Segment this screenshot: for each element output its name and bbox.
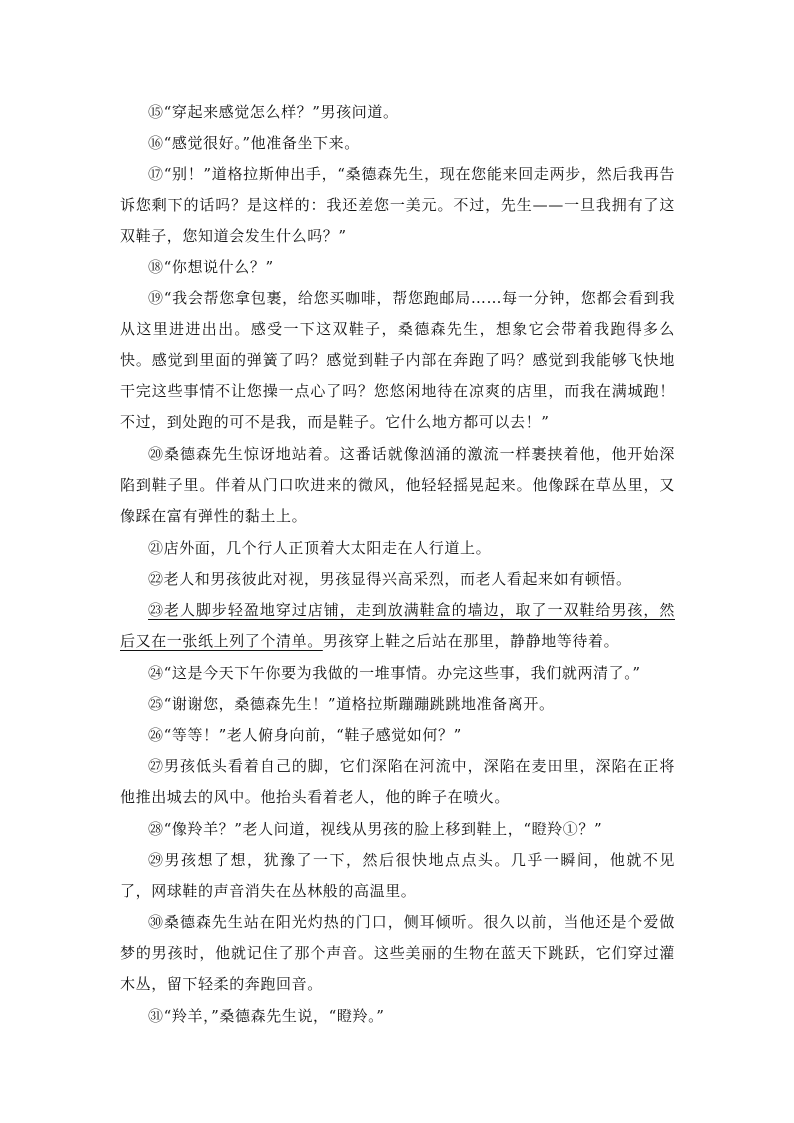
paragraph-15: ⑮“穿起来感觉怎么样？”男孩问道。: [148, 103, 399, 121]
paragraph-17: ⑰“别！”道格拉斯伸出手，“桑德森先生，现在您能来回走两步，然后我再告诉您剩下的话吗？是这样的：我还差您一美元。不过，先生——一旦我拥有了这双鞋子，您知道会发生什么吗？”: [120, 165, 675, 245]
paragraph-25: ㉕“谢谢您，桑德森先生！”道格拉斯蹦蹦跳跳地准备离开。: [148, 695, 555, 713]
paragraph-30: ㉚桑德森先生站在阳光灼热的门口，侧耳倾听。很久以前，当他还是个爱做梦的男孩时，他就记住了那个声音。这些美丽的生物在蓝天下跳跃，它们穿过灌木丛，留下轻柔的奔跑回音。: [120, 913, 675, 993]
paragraph-28: ㉘“像羚羊？”老人问道，视线从男孩的脸上移到鞋上，“瞪羚①？”: [148, 820, 603, 838]
paragraph-29: ㉙男孩想了想，犹豫了一下，然后很快地点点头。几乎一瞬间，他就不见了，网球鞋的声音消失在丛林般的高温里。: [120, 851, 675, 900]
paragraph-24: ㉔“这是今天下午你要为我做的一堆事情。办完这些事，我们就两清了。”: [148, 664, 641, 682]
paragraph-21: ㉑店外面，几个行人正顶着大太阳走在人行道上。: [148, 539, 492, 557]
paragraph-23-tail: 男孩穿上鞋之后站在那里，静静地等待着。: [322, 632, 620, 650]
paragraph-22: ㉒老人和男孩彼此对视，男孩显得兴高采烈，而老人看起来如有顿悟。: [148, 570, 632, 588]
underlined-sentence: ㉓老人脚步轻盈地穿过店铺，走到放满鞋盒的墙边，取了一双鞋给男孩，然后又在一张纸上列了个清单。: [120, 601, 675, 650]
paragraph-19: ⑲“我会帮您拿包裹，给您买咖啡，帮您跑邮局……每一分钟，您都会看到我从这里进进出出。感受一下这双鞋子，桑德森先生，想象它会带着我跑得多么快。感觉到里面的弹簧了吗？感觉到鞋子内部在奔跑了吗？感觉到我能够飞快地干完这些事情不让您操一点心了吗？您悠闲地待在凉爽的店里，而我在满城跑！不过，到处跑的可不是我，而是鞋子。它什么地方都可以去！”: [120, 289, 675, 431]
paragraph-26: ㉖“等等！”老人俯身向前，“鞋子感觉如何？”: [148, 726, 462, 744]
paragraph-18: ⑱“你想说什么？”: [148, 258, 274, 276]
paragraph-31: ㉛“羚羊，”桑德森先生说，“瞪羚。”: [148, 1007, 385, 1025]
paragraph-16: ⑯“感觉很好。”他准备坐下来。: [148, 134, 360, 152]
paragraph-23: [120, 595, 675, 657]
paragraph-20: ⑳桑德森先生惊讶地站着。这番话就像汹涌的激流一样裹挟着他，他开始深陷到鞋子里。伴着从门口吹进来的微风，他轻轻摇晃起来。他像踩在草丛里，又像踩在富有弹性的黏土上。: [120, 445, 675, 525]
paragraph-27: ㉗男孩低头看着自己的脚，它们深陷在河流中，深陷在麦田里，深陷在正将他推出城去的风中。他抬头看着老人，他的眸子在喷火。: [120, 757, 675, 806]
